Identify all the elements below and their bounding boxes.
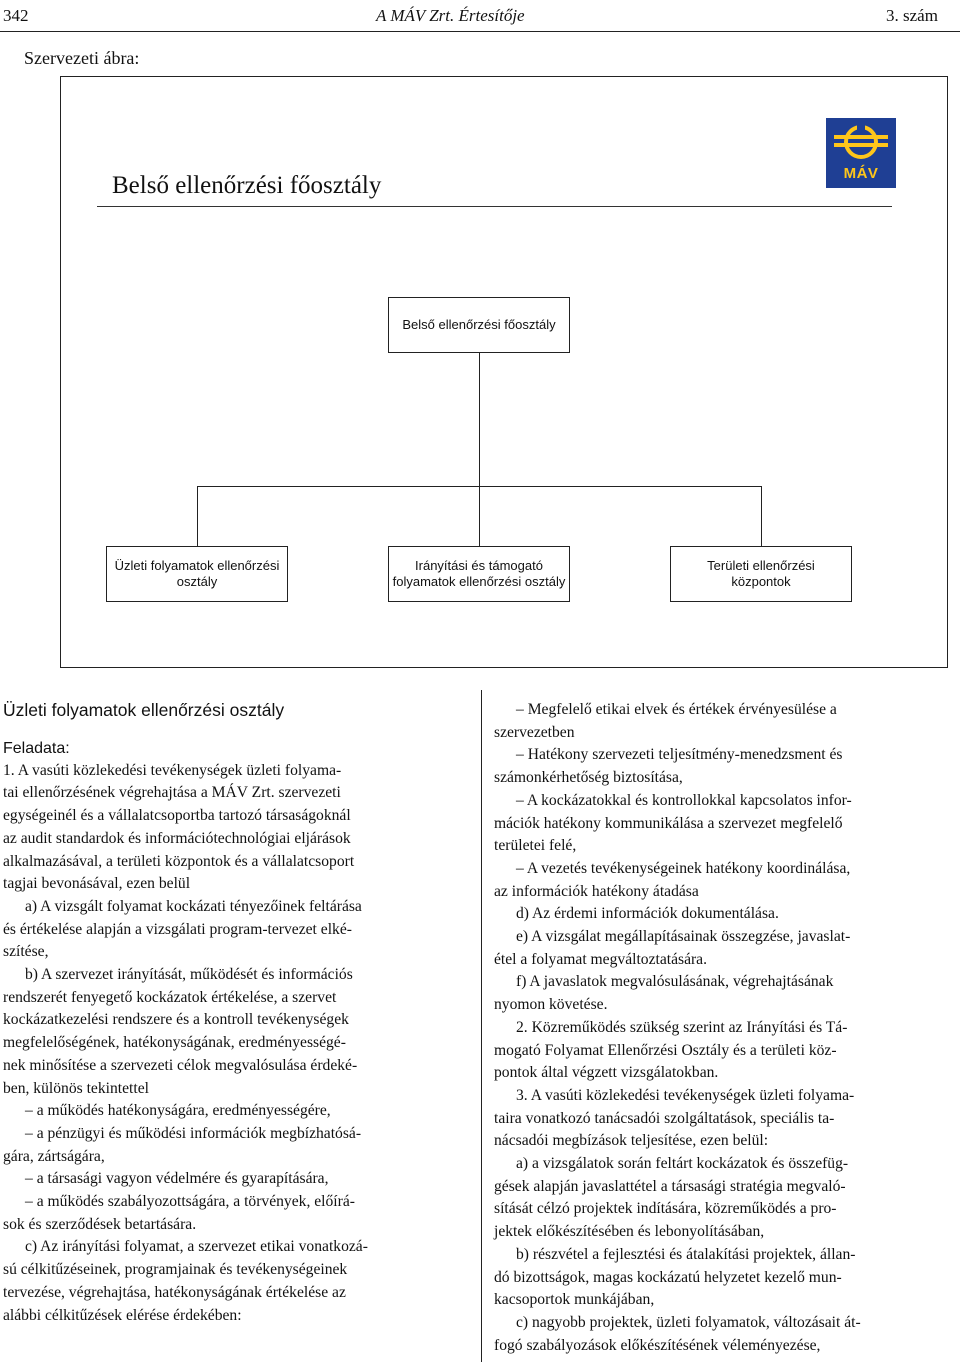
text-line: 3. A vasúti közlekedési tevékenységek üzleti folyama- <box>516 1086 855 1104</box>
text-line: a) A vizsgált folyamat kockázati tényezőinek feltárása <box>25 897 362 915</box>
text-line: f) A javaslatok megvalósulásának, végrehajtásának <box>516 973 834 991</box>
text-line: taira vonatkozó tanácsadói szolgáltatások, speciális ta- <box>494 1109 835 1127</box>
text-line: tagjai bevonásával, ezen belül <box>3 875 191 893</box>
figure-label: Szervezeti ábra: <box>24 48 140 68</box>
org-box-main <box>388 297 570 353</box>
text-line: az audit standardok és információtechnológiai eljárások <box>3 829 351 847</box>
text-line: sítását célzó projektek indítására, közreműködés a pro- <box>494 1200 837 1218</box>
text-line: területei felé, <box>494 837 577 855</box>
org-box-management-processes <box>388 546 570 602</box>
column-divider <box>481 690 482 1362</box>
text-line: – a társasági vagyon védelmére és gyarapítására, <box>25 1170 329 1188</box>
text-line: kockázatkezelési rendszere és a kontroll tevékenységek <box>3 1011 349 1029</box>
connector-left <box>197 486 198 546</box>
connector-right <box>761 486 762 546</box>
org-box-2-line1: Irányítási és támogató <box>415 558 543 573</box>
text-line: b) A szervezet irányítását, működését és információs <box>25 966 353 984</box>
org-box-1-line1: Üzleti folyamatok ellenőrzési <box>114 558 280 573</box>
text-line: tai ellenőrzésének végrehajtása a MÁV Zrt. szervezeti <box>3 784 341 802</box>
publication-title: A MÁV Zrt. Értesítője <box>376 6 525 25</box>
connector-middle <box>479 486 480 546</box>
right-text-body <box>494 699 957 1357</box>
section-title: Üzleti folyamatok ellenőrzési osztály <box>3 700 285 720</box>
text-line: – A vezetés tevékenységeinek hatékony koordinálása, <box>516 859 851 877</box>
org-box-3-line2: központok <box>731 574 791 589</box>
text-line: – a pénzügyi és működési információk megbízhatósá- <box>25 1124 362 1142</box>
text-line: e) A vizsgálat megállapításainak összegzése, javaslat- <box>516 928 851 946</box>
text-line: egységeinél és a vállalatcsoportba tartozó társaságoknál <box>3 807 351 825</box>
page-number: 342 <box>3 6 29 25</box>
mav-logo-icon <box>826 118 896 188</box>
text-line: szervezetben <box>494 723 575 741</box>
connector-vertical-main <box>479 353 480 486</box>
logo-emblem <box>826 118 896 166</box>
text-line: sú célkitűzéseinek, programjainak és tevékenységeinek <box>3 1261 348 1279</box>
text-line: alábbi célkitűzések elérése érdekében: <box>3 1306 242 1324</box>
text-line: az információk hatékony átadása <box>494 882 699 900</box>
text-line: tervezése, végrehajtása, hatékonyságának értékelése az <box>3 1283 346 1301</box>
text-line: és értékelése alapján a vizsgálati program-tervezet elké- <box>3 920 352 938</box>
text-line: b) részvétel a fejlesztési és átalakítási projektek, állan- <box>516 1245 856 1263</box>
left-column <box>3 699 469 1327</box>
text-line: fogó szabályozások előkészítésének véleményezése, <box>494 1336 821 1354</box>
org-chart-title: Belső ellenőrzési főosztály <box>112 172 382 199</box>
text-line: szítése, <box>3 943 49 961</box>
text-line: c) nagyobb projektek, üzleti folyamatok, változásait át- <box>516 1313 861 1331</box>
text-line: nyomon követése. <box>494 996 608 1014</box>
org-box-3-line1: Területi ellenőrzési <box>707 558 815 573</box>
org-box-business-processes <box>106 546 288 602</box>
text-line: nácsadói megbízások teljesítése, ezen belül: <box>494 1132 769 1150</box>
text-line: d) Az érdemi információk dokumentálása. <box>516 905 779 923</box>
text-line: mációk hatékony kommunikálása a szervezet megfelelő <box>494 814 843 832</box>
org-box-1-line2: osztály <box>176 574 218 589</box>
text-line: számonkérhetőség biztosítása, <box>494 769 683 787</box>
text-line: megfelelőségének, hatékonyságának, eredményességé- <box>3 1034 346 1052</box>
header-rule <box>0 31 960 32</box>
text-line: rendszerét fenyegető kockázatok értékelése, a szervet <box>3 988 337 1006</box>
text-line: sok és szerződések betartására. <box>3 1215 197 1233</box>
section-subtitle: Feladata: <box>3 739 70 757</box>
org-box-regional-centers <box>670 546 852 602</box>
text-line: 2. Közreműködés szükség szerint az Irányítási és Tá- <box>516 1018 848 1036</box>
page-header <box>0 4 960 30</box>
text-line: – A kockázatokkal és kontrollokkal kapcsolatos infor- <box>516 791 852 809</box>
title-rule <box>97 206 892 207</box>
text-line: a) a vizsgálatok során feltárt kockázatok és összefüg- <box>516 1155 849 1173</box>
issue-number: 3. szám <box>886 6 938 25</box>
text-line: dó bizottságok, magas kockázatú helyzetet kezelő mun- <box>494 1268 842 1286</box>
text-line: 1. A vasúti közlekedési tevékenységek üzleti folyama- <box>3 761 342 779</box>
text-line: kacsoportok munkájában, <box>494 1291 655 1309</box>
text-line: alkalmazásával, a területi központok és a vállalatcsoport <box>3 852 355 870</box>
text-line: mogató Folyamat Ellenőrzési Osztály és a területi köz- <box>494 1041 837 1059</box>
text-line: – a működés szabályozottságára, a törvények, előírá- <box>25 1193 355 1211</box>
logo-text: MÁV <box>843 165 879 182</box>
text-line: étel a folyamat megváltoztatására. <box>494 950 708 968</box>
text-line: c) Az irányítási folyamat, a szervezet etikai vonatkozá- <box>25 1238 368 1256</box>
text-line: gések alapján javaslattétel a társasági stratégia megvaló- <box>494 1177 846 1195</box>
text-line: – Hatékony szervezeti teljesítmény-menedzsment és <box>516 746 843 764</box>
left-text-body <box>3 760 469 1328</box>
text-line: – Megfelelő etikai elvek és értékek érvényesülése a <box>516 701 837 718</box>
text-line: jektek előkészítésében és lebonyolításában, <box>494 1223 765 1241</box>
text-line: gára, zártságára, <box>3 1147 105 1165</box>
text-line: – a működés hatékonyságára, eredményességére, <box>25 1102 331 1120</box>
org-box-2-line2: folyamatok ellenőrzési osztály <box>392 574 566 589</box>
org-box-main-label: Belső ellenőrzési főosztály <box>402 317 556 332</box>
text-line: nek minősítése a szervezeti célok megvalósulása érdeké- <box>3 1056 358 1074</box>
text-line: ben, különös tekintettel <box>3 1079 149 1097</box>
right-column <box>494 699 957 1357</box>
text-line: pontok által végzett vizsgálatokban. <box>494 1064 719 1082</box>
